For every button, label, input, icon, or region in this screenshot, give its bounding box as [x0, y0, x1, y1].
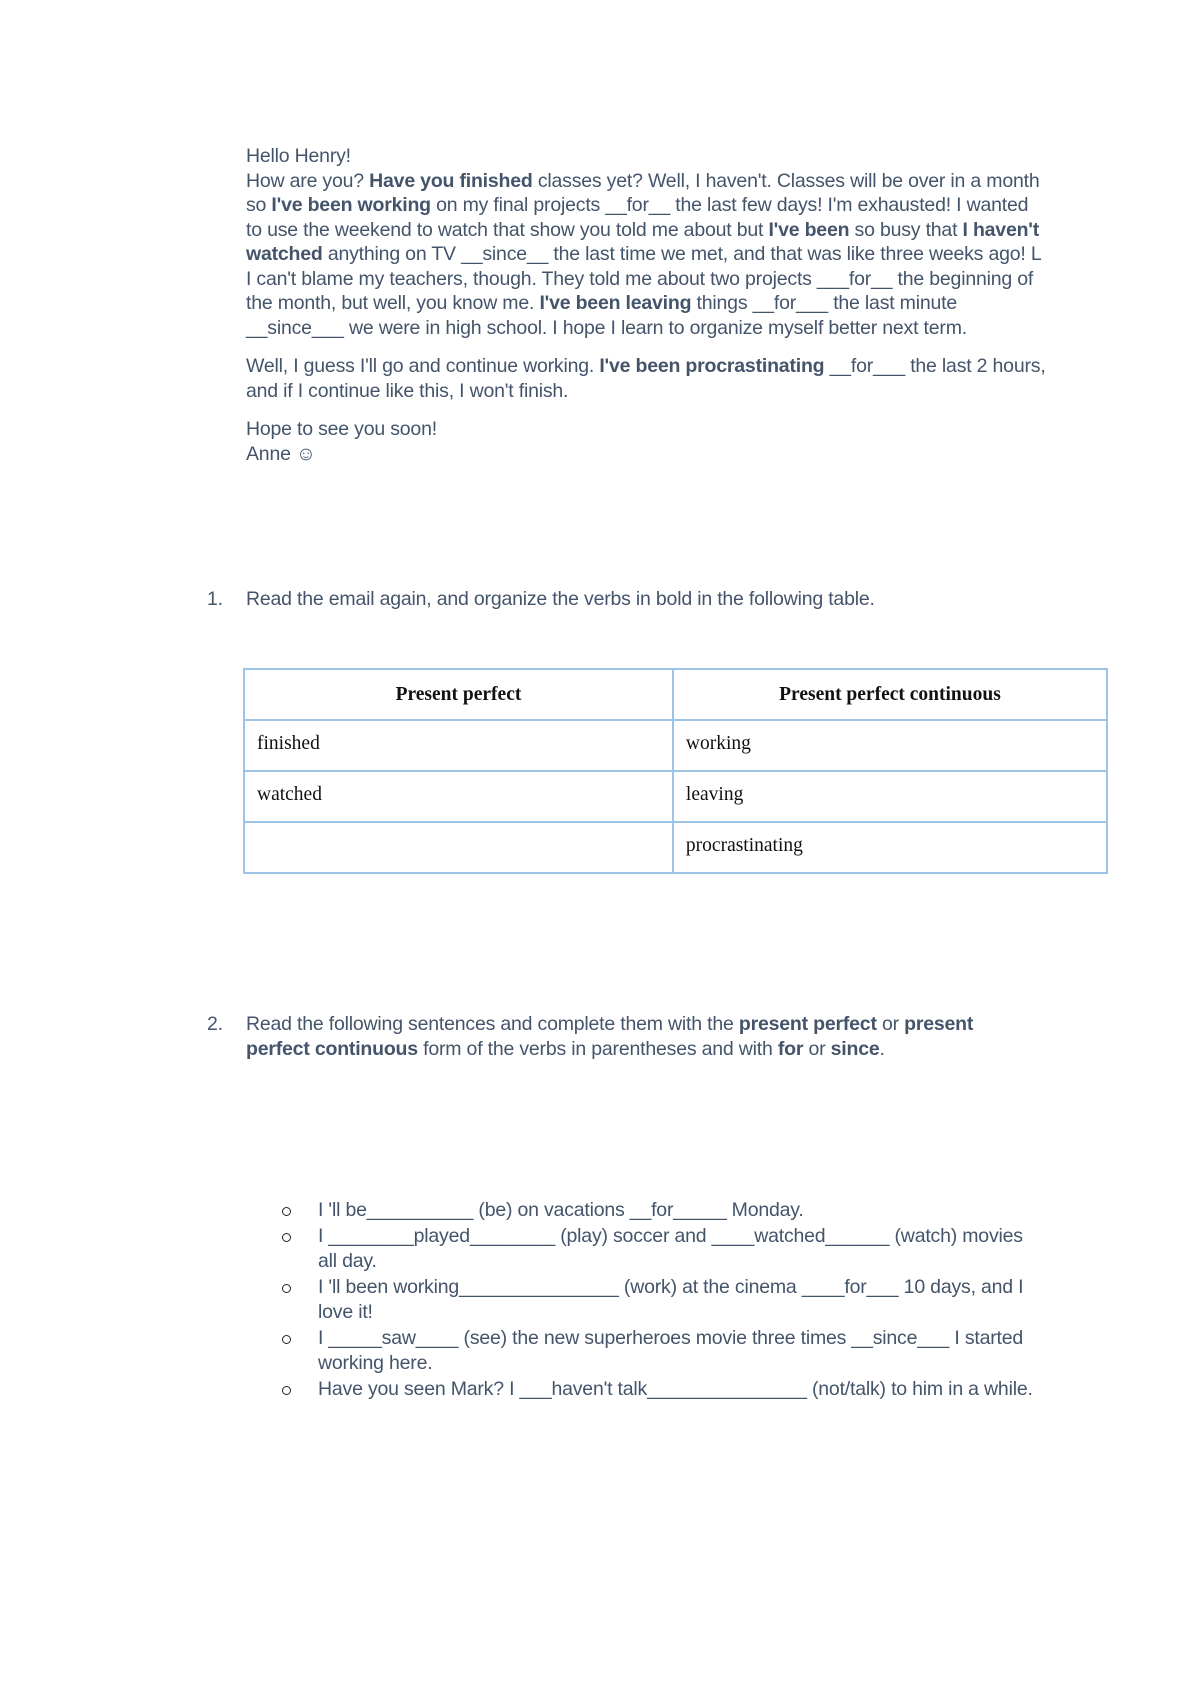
table-cell: procrastinating [673, 822, 1107, 873]
bold-verb: I've been leaving [539, 292, 692, 314]
bold-verb: for [777, 1037, 804, 1060]
circle-bullet-icon [282, 1284, 291, 1293]
sentence-text: Have you seen Mark? I ___haven't talk_______________ (not/talk) to him in a while. [318, 1377, 1033, 1400]
email-paragraph-2 [246, 354, 1046, 403]
bold-verb: I've been [768, 218, 850, 241]
email-body [246, 144, 1046, 466]
text-run: __for___ the last 2 hours, and if I continue like this, I won't finish. [246, 355, 1046, 402]
question-1-number: 1. [207, 588, 223, 610]
bold-verb: present perfect [738, 1013, 877, 1035]
bold-verb: Have you finished [369, 169, 533, 192]
text-run: things __for___ the last minute __since___ we were in high school. I hope I learn to organize myself better next term. [246, 292, 967, 339]
question-2-text [246, 1012, 1006, 1061]
text-run: on my final projects __for__ the last few days! I'm exhausted! I wanted to use the weekend to watch that show you told me about but [246, 194, 1029, 241]
email-paragraph-1 [246, 169, 1046, 341]
table-row [244, 720, 1107, 771]
sentence-text: I ________played________ (play) soccer and ____watched______ (watch) movies all day. [318, 1224, 1023, 1272]
email-greeting: Hello Henry! [246, 145, 351, 167]
sentence-text: I _____saw____ (see) the new superheroes movie three times __since___ I started working here. [318, 1326, 1024, 1374]
sentence-text: I 'll been working_______________ (work) at the cinema ____for___ 10 days, and I love it! [318, 1275, 1024, 1323]
sentence-text: I 'll be__________ (be) on vacations __for_____ Monday. [318, 1199, 804, 1221]
verb-table-header: Present perfect [244, 669, 673, 720]
bold-verb: I haven't watched [246, 218, 1040, 265]
list-item [282, 1326, 1042, 1377]
bold-verb: I've been procrastinating [599, 355, 825, 377]
circle-bullet-icon [282, 1335, 291, 1344]
circle-bullet-icon [282, 1233, 291, 1242]
table-row [244, 822, 1107, 873]
text-run: form of the verbs in parentheses and with [417, 1037, 778, 1060]
text-run: anything on TV __since__ the last time we met, and that was like three weeks ago! L I can't blame my teachers, though. They told me about two projects ___for__ the beginning of the month, but well, you know me. [246, 243, 1041, 314]
table-cell: finished [244, 720, 673, 771]
table-cell: leaving [673, 771, 1107, 822]
text-run: or [803, 1037, 831, 1060]
table-cell: watched [244, 771, 673, 822]
question-1-text: Read the email again, and organize the verbs in bold in the following table. [246, 588, 875, 610]
text-run: so busy that [849, 218, 963, 241]
table-cell [244, 822, 673, 873]
text-run: classes yet? Well, I haven't. Classes will be over in a month so [246, 169, 1040, 216]
text-run: How are you? [246, 169, 370, 192]
list-item [282, 1377, 1042, 1403]
list-item [282, 1275, 1042, 1326]
text-run: Well, I guess I'll go and continue working. [246, 355, 600, 377]
sentence-list [282, 1198, 1042, 1402]
text-run: . [879, 1037, 885, 1060]
verb-table [243, 668, 1108, 874]
verb-table-header: Present perfect continuous [673, 669, 1107, 720]
table-cell: working [673, 720, 1107, 771]
list-item [282, 1198, 1042, 1224]
bold-verb: I've been working [271, 194, 431, 216]
email-closing: Hope to see you soon! [246, 418, 437, 440]
circle-bullet-icon [282, 1386, 291, 1395]
circle-bullet-icon [282, 1207, 291, 1216]
text-run: or [876, 1013, 905, 1035]
table-row [244, 771, 1107, 822]
list-item [282, 1224, 1042, 1275]
bold-verb: since [830, 1037, 880, 1060]
email-signature: Anne ☺ [246, 442, 316, 465]
text-run: Read the following sentences and complete them with the [246, 1013, 739, 1035]
verb-table-header-row [244, 669, 1107, 720]
question-2-number: 2. [207, 1013, 223, 1035]
bold-verb: present perfect continuous [246, 1013, 974, 1060]
